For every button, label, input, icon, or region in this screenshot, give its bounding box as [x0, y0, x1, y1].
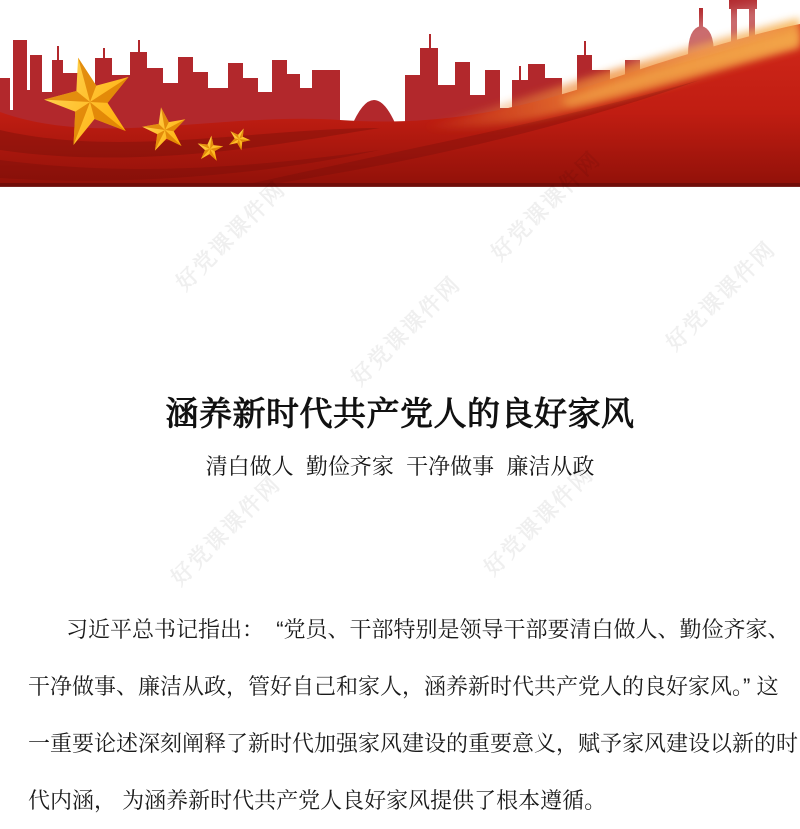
watermark-text: 好党课课件网 — [345, 270, 466, 391]
page-title: 涵养新时代共产党人的良好家风 — [165, 395, 635, 432]
body-line: 代内涵， 为涵养新时代共产党人良好家风提供了根本遵循。 — [28, 788, 607, 813]
watermark-text: 好党课课件网 — [485, 145, 606, 266]
subtitle: 清白做人 勤俭齐家 干净做事 廉洁从政 — [205, 454, 595, 479]
watermark-text: 好党课课件网 — [478, 460, 599, 581]
watermark-text: 好党课课件网 — [660, 235, 781, 356]
skyline-ribbon-graphic — [0, 0, 800, 190]
header-banner — [0, 0, 800, 190]
body-paragraph — [28, 601, 799, 829]
watermark-text: 好党课课件网 — [165, 470, 286, 591]
body-line: 干净做事、廉洁从政，管好自己和家人，涵养新时代共产党人的良好家风。” 这 — [28, 674, 779, 699]
body-line: 一重要论述深刻阐释了新时代加强家风建设的重要意义，赋予家风建设以新的时 — [28, 731, 799, 756]
body-line: 习近平总书记指出： “党员、干部特别是领导干部要清白做人、勤俭齐家、 — [66, 617, 790, 642]
watermark-text: 好党课课件网 — [170, 175, 291, 296]
